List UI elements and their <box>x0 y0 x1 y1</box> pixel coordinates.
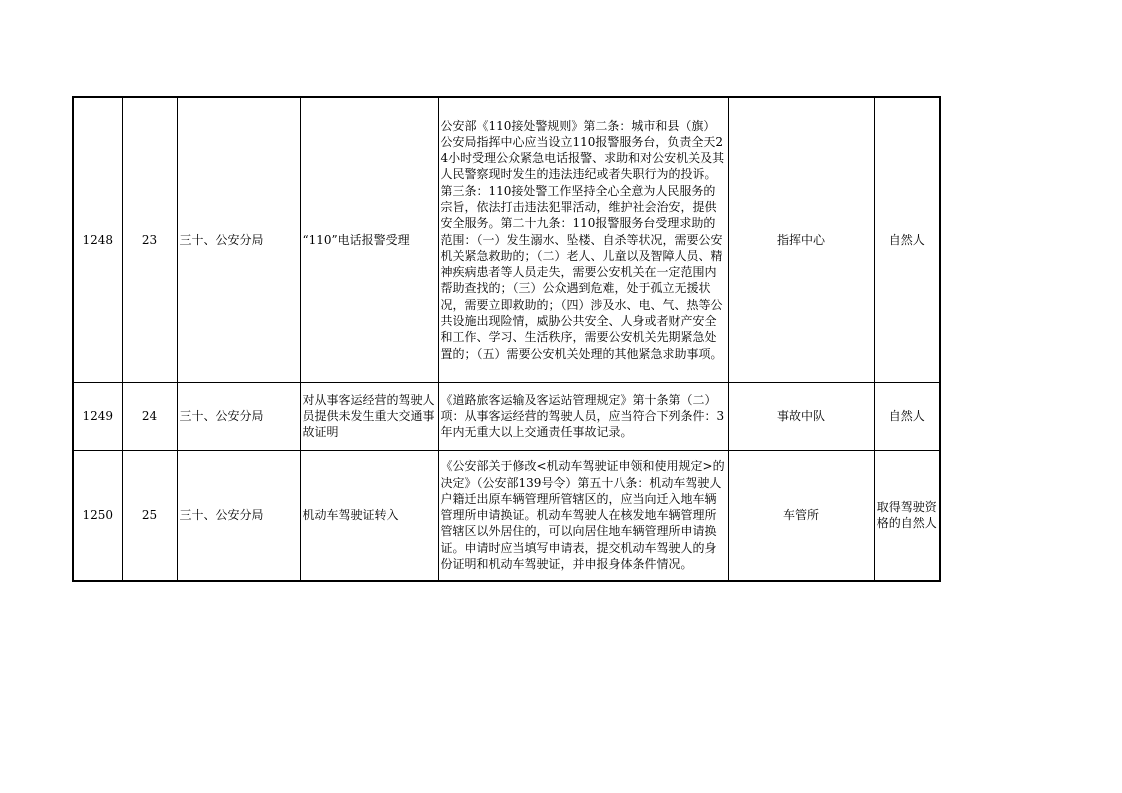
table-row <box>73 450 940 581</box>
sub-number: 25 <box>122 450 177 581</box>
data-table <box>72 96 941 582</box>
legal-basis: 《道路旅客运输及客运站管理规定》第十条第（二）项：从事客运经营的驾驶人员，应当符合下列条件：3年内无重大以上交通责任事故记录。 <box>438 382 728 450</box>
matter-name: “110”电话报警受理 <box>300 97 438 382</box>
department: 三十、公安分局 <box>177 450 300 581</box>
service-object: 取得驾驶资格的自然人 <box>874 450 940 581</box>
service-object: 自然人 <box>874 382 940 450</box>
row-number: 1250 <box>73 450 122 581</box>
legal-basis: 《公安部关于修改<机动车驾驶证申领和使用规定>的决定》（公安部139号令）第五十八条：机动车驾驶人户籍迁出原车辆管理所管辖区的，应当向迁入地车辆管理所申请换证。机动车驾驶人在核发地车辆管理所管辖区以外居住的，可以向居住地车辆管理所申请换证。申请时应当填写申请表，提交机动车驾驶人的身份证明和机动车驾驶证，并申报身体条件情况。 <box>438 450 728 581</box>
sub-number: 24 <box>122 382 177 450</box>
table-row <box>73 97 940 382</box>
responsible-unit: 车管所 <box>728 450 874 581</box>
legal-basis: 公安部《110接处警规则》第二条：城市和县（旗）公安局指挥中心应当设立110报警服务台，负责全天24小时受理公众紧急电话报警、求助和对公安机关及其人民警察现时发生的违法违纪或者失职行为的投诉。第三条：110接处警工作坚持全心全意为人民服务的宗旨，依法打击违法犯罪活动，维护社会治安，提供安全服务。第二十九条：110报警服务台受理求助的范围：（一）发生溺水、坠楼、自杀等状况，需要公安机关紧急救助的；（二）老人、儿童以及智障人员、精神疾病患者等人员走失，需要公安机关在一定范围内帮助查找的；（三）公众遇到危难，处于孤立无援状况，需要立即救助的；（四）涉及水、电、气、热等公共设施出现险情，威胁公共安全、人身或者财产安全和工作、学习、生活秩序，需要公安机关先期紧急处置的；（五）需要公安机关处理的其他紧急求助事项。 <box>438 97 728 382</box>
service-object: 自然人 <box>874 97 940 382</box>
responsible-unit: 指挥中心 <box>728 97 874 382</box>
department: 三十、公安分局 <box>177 97 300 382</box>
matter-name: 机动车驾驶证转入 <box>300 450 438 581</box>
row-number: 1248 <box>73 97 122 382</box>
department: 三十、公安分局 <box>177 382 300 450</box>
matter-name: 对从事客运经营的驾驶人员提供未发生重大交通事故证明 <box>300 382 438 450</box>
responsible-unit: 事故中队 <box>728 382 874 450</box>
row-number: 1249 <box>73 382 122 450</box>
sub-number: 23 <box>122 97 177 382</box>
table-row <box>73 382 940 450</box>
